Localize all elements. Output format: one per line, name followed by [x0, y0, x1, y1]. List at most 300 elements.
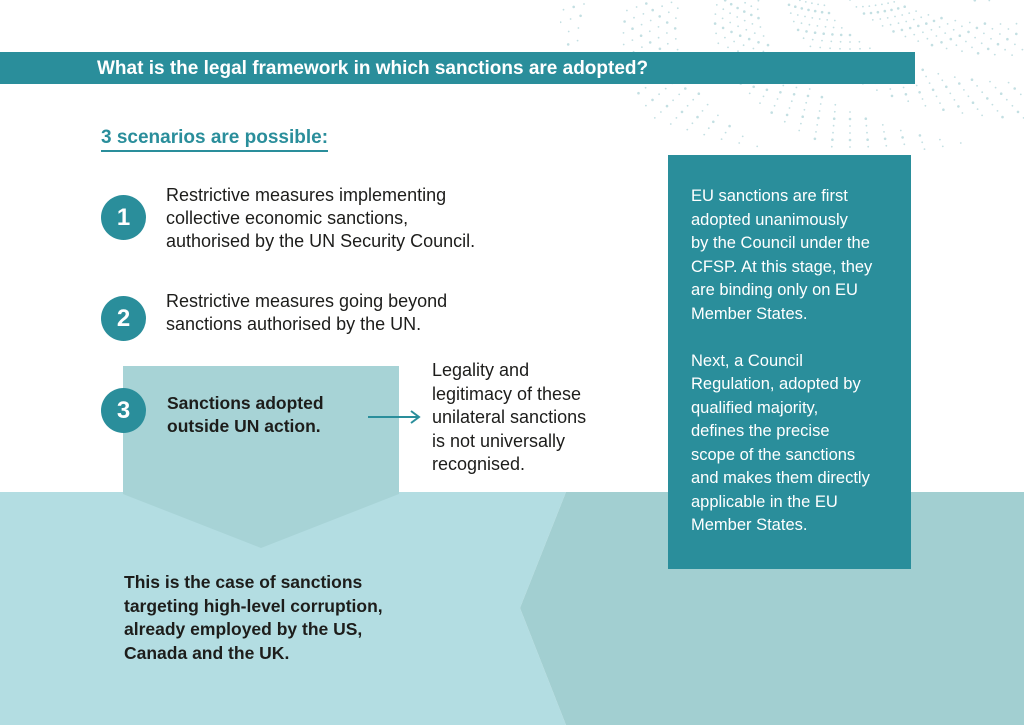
info-line: EU sanctions are first [691, 187, 848, 205]
decorative-dot [675, 38, 677, 40]
decorative-dot [849, 34, 852, 37]
decorative-dot [921, 69, 924, 72]
decorative-dot [866, 125, 868, 127]
decorative-dot [686, 129, 688, 131]
decorative-dot [997, 110, 999, 112]
decorative-dot [892, 30, 895, 33]
decorative-dot [743, 44, 745, 46]
legality-line: Legality and [432, 360, 530, 380]
decorative-dot [999, 33, 1001, 35]
decorative-dot [872, 19, 874, 21]
decorative-dot [941, 79, 943, 81]
decorative-dot [578, 27, 580, 29]
decorative-dot [684, 87, 687, 90]
decorative-dot [1004, 49, 1006, 51]
decorative-dot [940, 17, 943, 20]
decorative-dot [568, 31, 570, 33]
decorative-dot [974, 37, 976, 39]
decorative-dot [737, 25, 739, 27]
info-line: by the Council under the [691, 234, 870, 252]
decorative-dot [750, 14, 753, 17]
decorative-dot [925, 22, 928, 25]
decorative-dot [708, 127, 710, 129]
decorative-dot [903, 5, 906, 8]
decorative-dot [722, 27, 725, 30]
decorative-dot [736, 16, 738, 18]
decorative-dot [890, 24, 892, 26]
scenario-2-line: Restrictive measures going beyond [166, 291, 448, 311]
decorative-dot [901, 14, 903, 16]
decorative-dot [640, 34, 643, 37]
decorative-dot [974, 0, 977, 2]
scenario-1-line: Restrictive measures implementing [166, 185, 447, 205]
decorative-dot [830, 41, 832, 43]
decorative-dot [774, 105, 776, 107]
legality-line: unilateral sanctions [432, 407, 587, 427]
info-line: Member States. [691, 304, 808, 323]
decorative-dot [814, 31, 817, 34]
decorative-dot [752, 23, 754, 25]
decorative-dot [563, 9, 565, 11]
decorative-dot [817, 4, 819, 6]
decorative-dot [670, 123, 672, 125]
decorative-dot [666, 32, 668, 34]
decorative-dot [779, 91, 782, 94]
decorative-dot [804, 109, 806, 111]
decorative-dot [883, 131, 885, 133]
decorative-dot [971, 47, 973, 49]
scenario-2-text [166, 290, 447, 336]
info-line: applicable in the EU [691, 492, 838, 511]
decorative-dot [947, 23, 949, 25]
decorative-dot [981, 115, 983, 117]
decorative-dot [821, 96, 824, 99]
decorative-dot [570, 18, 572, 20]
decorative-dot [954, 20, 956, 22]
decorative-dot [969, 22, 971, 24]
decorative-dot [817, 117, 820, 120]
decorative-dot [908, 12, 910, 14]
decorative-dot [849, 146, 851, 148]
decorative-dot [820, 103, 822, 105]
decorative-dot [946, 48, 948, 50]
decorative-dot [658, 26, 660, 28]
decorative-dot [1015, 33, 1018, 36]
decorative-dot [989, 81, 991, 83]
decorative-dot [667, 43, 669, 45]
bottom-note-line: Canada and the UK. [124, 642, 290, 663]
decorative-dot [675, 17, 677, 19]
decorative-dot [997, 43, 1000, 46]
decorative-dot [833, 125, 835, 127]
decorative-dot [944, 32, 946, 34]
decorative-dot [834, 20, 836, 22]
decorative-dot [913, 34, 915, 36]
decorative-dot [758, 0, 760, 2]
decorative-dot [643, 13, 645, 15]
decorative-dot [729, 12, 731, 14]
decorative-dot [954, 99, 956, 101]
decorative-dot [909, 27, 912, 30]
decorative-dot [884, 138, 887, 141]
decorative-dot [1011, 54, 1013, 56]
decorative-dot [703, 134, 705, 136]
decorative-dot [658, 37, 660, 39]
decorative-dot [821, 11, 824, 14]
decorative-dot [677, 49, 679, 51]
decorative-dot [658, 15, 661, 18]
decorative-dot [822, 32, 825, 35]
decorative-dot [804, 16, 806, 18]
decorative-dot [901, 29, 904, 32]
info-line: are binding only on EU [691, 281, 858, 299]
decorative-dot [633, 17, 635, 19]
decorative-dot [714, 22, 717, 25]
decorative-dot [939, 26, 941, 28]
decorative-dot [890, 9, 893, 12]
decorative-dot [893, 1, 895, 3]
decorative-dot [831, 138, 834, 141]
decorative-dot [894, 16, 896, 18]
decorative-dot [831, 33, 834, 36]
decorative-dot [790, 12, 792, 14]
decorative-dot [900, 130, 902, 132]
decorative-dot [921, 141, 923, 143]
decorative-dot [722, 8, 724, 10]
scenario-1-text [166, 184, 475, 253]
decorative-dot [692, 122, 694, 124]
decorative-dot [716, 4, 718, 6]
decorative-dot [940, 41, 943, 44]
decorative-dot [856, 6, 858, 8]
decorative-dot [797, 29, 800, 32]
decorative-dot [891, 95, 894, 98]
decorative-dot [905, 21, 907, 23]
decorative-dot [696, 116, 699, 119]
decorative-dot [730, 3, 733, 6]
decorative-dot [840, 34, 843, 37]
decorative-dot [984, 22, 987, 25]
decorative-dot [1006, 99, 1008, 101]
decorative-dot [660, 111, 662, 113]
decorative-dot [866, 138, 869, 141]
decorative-dot [1000, 92, 1003, 95]
info-line: Member States. [691, 516, 808, 534]
decorative-dot [959, 34, 962, 37]
legality-note [432, 359, 632, 477]
decorative-dot [651, 9, 654, 12]
decorative-dot [744, 20, 746, 22]
decorative-dot [949, 93, 951, 95]
decorative-dot [1008, 82, 1010, 84]
decorative-dot [809, 88, 811, 90]
decorative-dot [766, 89, 769, 92]
decorative-dot [793, 93, 796, 96]
decorative-dot [661, 5, 663, 7]
decorative-dot [963, 89, 965, 91]
scenario-3-text [167, 392, 324, 438]
scenarios-subheading: 3 scenarios are possible: [101, 127, 328, 152]
decorative-dot [884, 10, 887, 13]
decorative-dot [623, 44, 625, 46]
decorative-dot [956, 44, 958, 46]
decorative-dot [784, 121, 786, 123]
decorative-dot [849, 41, 851, 43]
decorative-dot [649, 41, 652, 44]
decorative-dot [681, 111, 684, 114]
decorative-dot [782, 85, 784, 87]
info-line: CFSP. At this stage, they [691, 257, 873, 276]
decorative-dot [889, 88, 891, 90]
decorative-dot [757, 41, 760, 44]
decorative-dot [939, 102, 941, 104]
decorative-dot [839, 48, 841, 50]
decorative-dot [791, 100, 793, 102]
decorative-dot [866, 132, 868, 134]
decorative-dot [931, 44, 934, 47]
decorative-dot [962, 112, 964, 114]
decorative-dot [905, 36, 907, 38]
decorative-dot [937, 73, 939, 75]
decorative-dot [961, 25, 963, 27]
decorative-dot [645, 105, 647, 107]
decorative-dot [760, 26, 762, 28]
decorative-dot [730, 31, 733, 34]
decorative-dot [724, 37, 726, 39]
decorative-dot [560, 21, 562, 23]
decorative-dot [654, 117, 656, 119]
decorative-dot [815, 131, 817, 133]
decorative-dot [954, 76, 956, 78]
decorative-dot [788, 4, 791, 7]
decorative-dot [876, 89, 878, 91]
decorative-dot [789, 107, 791, 109]
decorative-dot [831, 146, 833, 148]
scenario-3-line: outside UN action. [167, 416, 321, 436]
decorative-dot [881, 4, 883, 6]
decorative-dot [759, 102, 761, 104]
decorative-dot [925, 76, 927, 78]
decorative-dot [798, 130, 800, 132]
decorative-dot [931, 29, 933, 31]
decorative-dot [862, 6, 864, 8]
decorative-dot [849, 125, 851, 127]
decorative-dot [928, 14, 930, 16]
decorative-dot [796, 87, 798, 89]
decorative-dot [805, 1, 807, 3]
info-line: Next, a Council [691, 351, 803, 370]
decorative-dot [645, 87, 647, 89]
decorative-dot [728, 125, 731, 128]
decorative-dot [977, 108, 979, 110]
decorative-dot [821, 40, 823, 42]
decorative-dot [816, 124, 818, 126]
decorative-dot [950, 38, 953, 41]
decorative-dot [976, 27, 979, 30]
decorative-dot [744, 2, 746, 4]
decorative-dot [712, 121, 715, 124]
decorative-dot [832, 132, 834, 134]
decorative-dot [793, 21, 795, 23]
decorative-dot [797, 14, 799, 16]
decorative-dot [913, 19, 915, 21]
decorative-dot [739, 34, 742, 37]
decorative-dot [1014, 44, 1016, 46]
decorative-dot [988, 0, 990, 1]
decorative-dot [990, 38, 992, 40]
decorative-dot [666, 21, 669, 24]
decorative-dot [579, 15, 582, 18]
decorative-dot [1016, 23, 1018, 25]
decorative-dot [819, 47, 821, 49]
page-title: What is the legal framework in which sanctions are adopted? [97, 58, 649, 79]
decorative-dot [879, 18, 881, 20]
decorative-dot [742, 136, 744, 138]
decorative-dot [763, 35, 765, 37]
decorative-dot [665, 88, 667, 90]
decorative-dot [715, 13, 717, 15]
decorative-dot [833, 27, 835, 29]
decorative-dot [811, 2, 813, 4]
decorative-dot [983, 33, 985, 35]
decorative-dot [757, 17, 760, 20]
decorative-dot [972, 101, 975, 104]
info-line: adopted unanimously [691, 210, 848, 229]
scenario-2-line: sanctions authorised by the UN. [166, 314, 422, 334]
decorative-dot [875, 4, 877, 6]
decorative-dot [1012, 105, 1014, 107]
decorative-dot [702, 110, 704, 112]
decorative-dot [945, 86, 948, 89]
decorative-dot [901, 136, 904, 139]
decorative-dot [637, 92, 640, 95]
decorative-dot [919, 134, 922, 137]
decorative-dot [863, 12, 866, 15]
decorative-dot [981, 42, 983, 44]
decorative-dot [738, 142, 740, 144]
decorative-dot [805, 30, 808, 33]
decorative-dot [572, 6, 575, 9]
decorative-dot [877, 11, 880, 14]
decorative-dot [1006, 38, 1009, 41]
decorative-dot [819, 110, 821, 112]
decorative-dot [870, 12, 873, 15]
decorative-dot [641, 24, 643, 26]
decorative-dot [698, 92, 701, 95]
decorative-dot [672, 99, 674, 101]
legality-line: recognised. [432, 454, 526, 474]
decorative-dot [799, 0, 801, 1]
decorative-dot [651, 99, 654, 102]
decorative-dot [825, 26, 827, 28]
decorative-dot [939, 139, 941, 141]
decorative-dot [812, 39, 814, 41]
decorative-dot [1020, 94, 1022, 96]
info-line: scope of the sanctions [691, 445, 856, 464]
decorative-dot [801, 22, 803, 24]
decorative-dot [905, 93, 908, 96]
info-line: qualified majority, [691, 398, 819, 417]
decorative-dot [692, 99, 694, 101]
decorative-dot [678, 94, 680, 96]
decorative-dot [849, 48, 851, 50]
decorative-dot [977, 52, 980, 55]
decorative-dot [828, 12, 831, 15]
decorative-dot [967, 31, 970, 34]
decorative-dot [1001, 116, 1004, 119]
decorative-dot [677, 7, 679, 9]
decorative-dot [650, 20, 652, 22]
title-bar [0, 52, 915, 84]
scenario-2-number-badge: 2 [101, 296, 146, 341]
decorative-dot [986, 97, 989, 100]
arrow-right-icon [368, 409, 424, 425]
decorative-dot [736, 7, 739, 10]
decorative-dot [882, 124, 884, 126]
decorative-dot [733, 41, 735, 43]
decorative-dot [786, 114, 789, 117]
decorative-dot [743, 10, 746, 13]
decorative-dot [929, 82, 931, 84]
decorative-dot [992, 28, 994, 30]
decorative-dot [583, 3, 585, 5]
decorative-dot [724, 0, 727, 2]
decorative-dot [811, 17, 813, 19]
decorative-dot [927, 38, 929, 40]
decorative-dot [659, 48, 662, 51]
bottom-note-line: already employed by the US, [124, 619, 363, 639]
decorative-dot [687, 105, 689, 107]
decorative-dot [727, 47, 729, 49]
decorative-dot [707, 104, 709, 106]
decorative-dot [915, 10, 917, 12]
decorative-dot [834, 104, 836, 106]
decorative-dot [849, 111, 851, 113]
decorative-dot [849, 0, 851, 1]
decorative-dot [748, 38, 751, 41]
decorative-dot [623, 32, 625, 34]
decorative-dot [925, 105, 927, 107]
decorative-dot [649, 30, 651, 32]
decorative-dot [826, 19, 828, 21]
decorative-dot [671, 2, 673, 4]
scenario-1-number-badge: 1 [101, 195, 146, 240]
decorative-dot [933, 20, 936, 23]
decorative-dot [865, 117, 868, 120]
decorative-dot [840, 41, 842, 43]
info-paragraph-1 [691, 185, 897, 326]
bottom-note-line: This is the case of sanctions [124, 572, 363, 592]
decorative-dot [814, 10, 817, 13]
decorative-dot [965, 41, 967, 43]
decorative-dot [918, 91, 921, 94]
scenario-3-number-badge: 3 [101, 388, 146, 433]
decorative-dot [824, 4, 826, 6]
scenario-3-line: Sanctions adopted [167, 393, 324, 413]
decorative-dot [869, 47, 871, 49]
decorative-dot [924, 148, 926, 150]
decorative-dot [722, 18, 724, 20]
decorative-dot [922, 98, 924, 100]
decorative-dot [636, 6, 638, 8]
decorative-dot [829, 47, 831, 49]
decorative-dot [752, 86, 755, 89]
decorative-dot [936, 35, 938, 37]
decorative-dot [942, 146, 944, 148]
decorative-dot [674, 27, 677, 30]
decorative-dot [960, 142, 962, 144]
decorative-dot [807, 95, 810, 98]
